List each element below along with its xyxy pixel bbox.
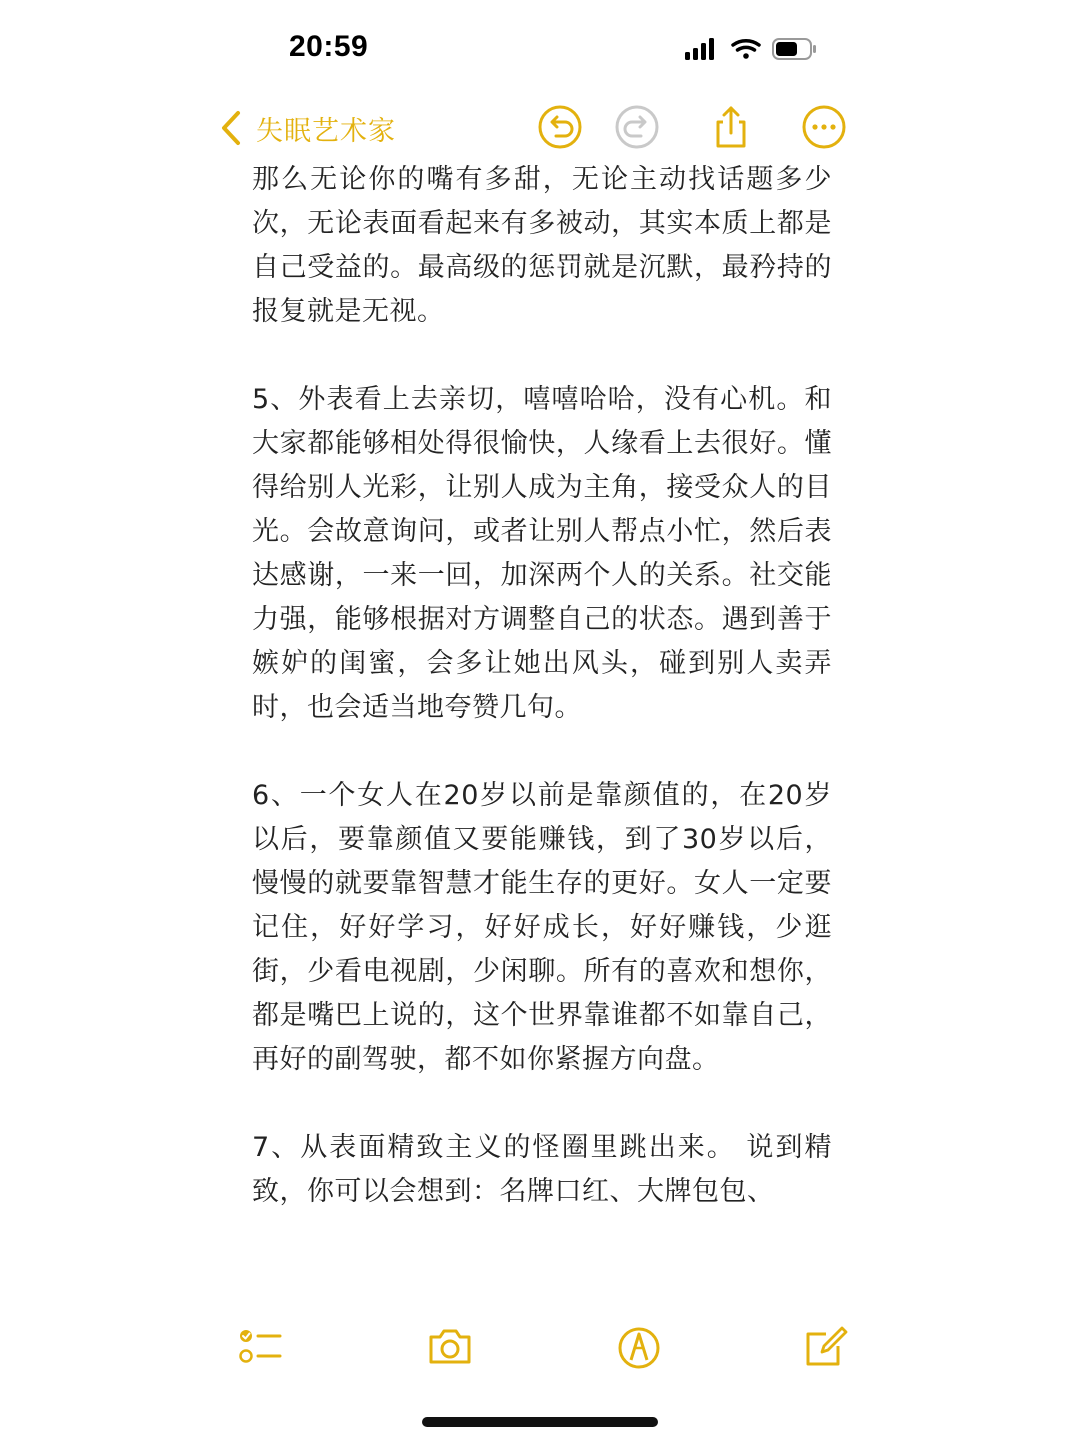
note-body[interactable]	[252, 158, 832, 1258]
checklist-icon[interactable]	[236, 1322, 284, 1370]
note-paragraph: 7、从表面精致主义的怪圈里跳出来。 说到精致，你可以会想到：名牌口红、大牌包包、	[252, 1132, 832, 1207]
status-time: 20:59	[289, 30, 369, 63]
nav-bar	[0, 96, 1080, 160]
undo-icon[interactable]	[537, 104, 583, 150]
home-indicator[interactable]	[422, 1417, 658, 1427]
bottom-toolbar	[0, 1322, 1080, 1382]
note-paragraph: 5、外表看上去亲切，嘻嘻哈哈，没有心机。和大家都能够相处得很愉快，人缘看上去很好。懂得给别人光彩，让别人成为主角，接受众人的目光。会故意询问，或者让别人帮点小忙，然后表达感谢，一来一回，加深两个人的关系。社交能力强，能够根据对方调整自己的状态。遇到善于嫉妒的闺蜜，会多让她出风头，碰到别人卖弄时，也会适当地夸赞几句。	[252, 384, 832, 723]
note-paragraph: 那么无论你的嘴有多甜，无论主动找话题多少次，无论表面看起来有多被动，其实本质上都是自己受益的。最高级的惩罚就是沉默，最矜持的报复就是无视。	[252, 164, 832, 327]
camera-icon[interactable]	[426, 1322, 474, 1370]
share-icon[interactable]	[708, 104, 754, 150]
markup-icon[interactable]	[615, 1322, 663, 1370]
redo-icon[interactable]	[614, 104, 660, 150]
back-button[interactable]	[220, 106, 396, 150]
more-icon[interactable]	[801, 104, 847, 150]
cellular-signal-icon	[685, 38, 714, 60]
chevron-left-icon	[220, 110, 242, 146]
wifi-icon	[733, 41, 759, 59]
compose-icon[interactable]	[802, 1322, 850, 1370]
back-label: 失眠艺术家	[256, 115, 396, 147]
battery-icon	[773, 39, 816, 59]
status-icons	[683, 36, 823, 62]
note-paragraph: 6、一个女人在20岁以前是靠颜值的，在20岁以后，要靠颜值又要能赚钱，到了30岁以后，慢慢的就要靠智慧才能生存的更好。女人一定要记住，好好学习，好好成长，好好赚钱，少逛街，少看电视剧，少闲聊。所有的喜欢和想你，都是嘴巴上说的，这个世界靠谁都不如靠自己，再好的副驾驶，都不如你紧握方向盘。	[252, 780, 832, 1075]
